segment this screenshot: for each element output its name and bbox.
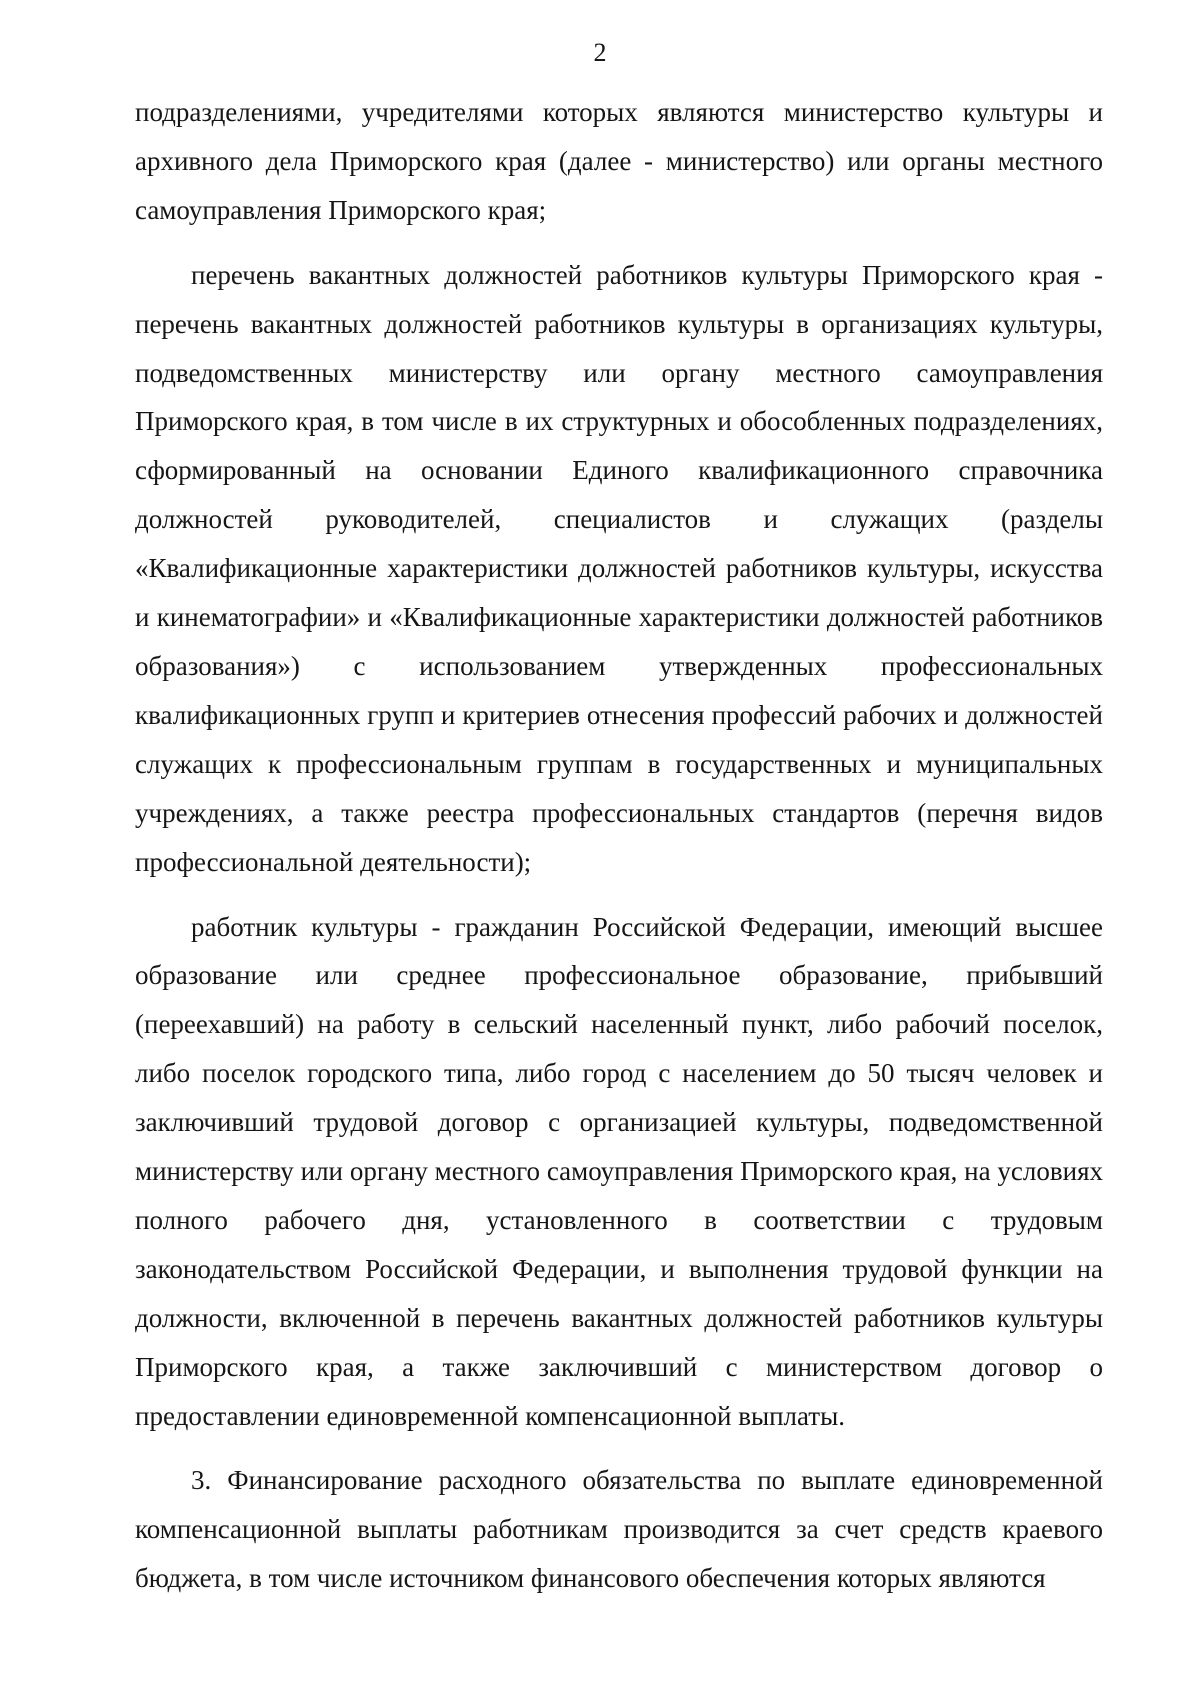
paragraph-continuation: подразделениями, учредителями которых являются министерство культуры и архивного дела Приморского края (далее - министерство) или органы местного самоуправления Приморского края; <box>135 97 1103 225</box>
paragraph-definition-culture-worker: работник культуры - гражданин Российской Федерации, имеющий высшее образование или среднее профессиональное образование, прибывший (переехавший) на работу в сельский населенный пункт, либо рабочий поселок, либо поселок городского типа, либо город с населением до 50 тысяч человек и заключивший трудовой договор с организацией культуры, подведомственной министерству или органу местного самоуправления Приморского края, на условиях полного рабочего дня, установленного в соответствии с трудовым законодательством Российской Федерации, и выполнения трудовой функции на должности, включенной в перечень вакантных должностей работников культуры Приморского края, а также заключивший с министерством договор о предоставлении единовременной компенсационной выплаты. <box>135 911 1103 1431</box>
paragraph-clause-3-financing: 3. Финансирование расходного обязательства по выплате единовременной компенсационной выплаты работникам производится за счет средств краевого бюджета, в том числе источником финансового обеспечения которых являются <box>135 1465 1103 1594</box>
page-number: 2 <box>593 38 607 67</box>
document-body <box>135 88 1103 1603</box>
paragraph-definition-vacancy-list: перечень вакантных должностей работников культуры Приморского края - перечень вакантных должностей работников культуры в организациях культуры, подведомственных министерству или органу местного самоуправления Приморского края, в том числе в их структурных и обособленных подразделениях, сформированный на основании Единого квалификационного справочника должностей руководителей, специалистов и служащих (разделы «Квалификационные характеристики должностей работников культуры, искусства и кинематографии» и «Квалификационные характеристики должностей работников образования») с использованием утвержденных профессиональных квалификационных групп и критериев отнесения профессий рабочих и должностей служащих к профессиональным группам в государственных и муниципальных учреждениях, а также реестра профессиональных стандартов (перечня видов профессиональной деятельности); <box>135 259 1103 877</box>
